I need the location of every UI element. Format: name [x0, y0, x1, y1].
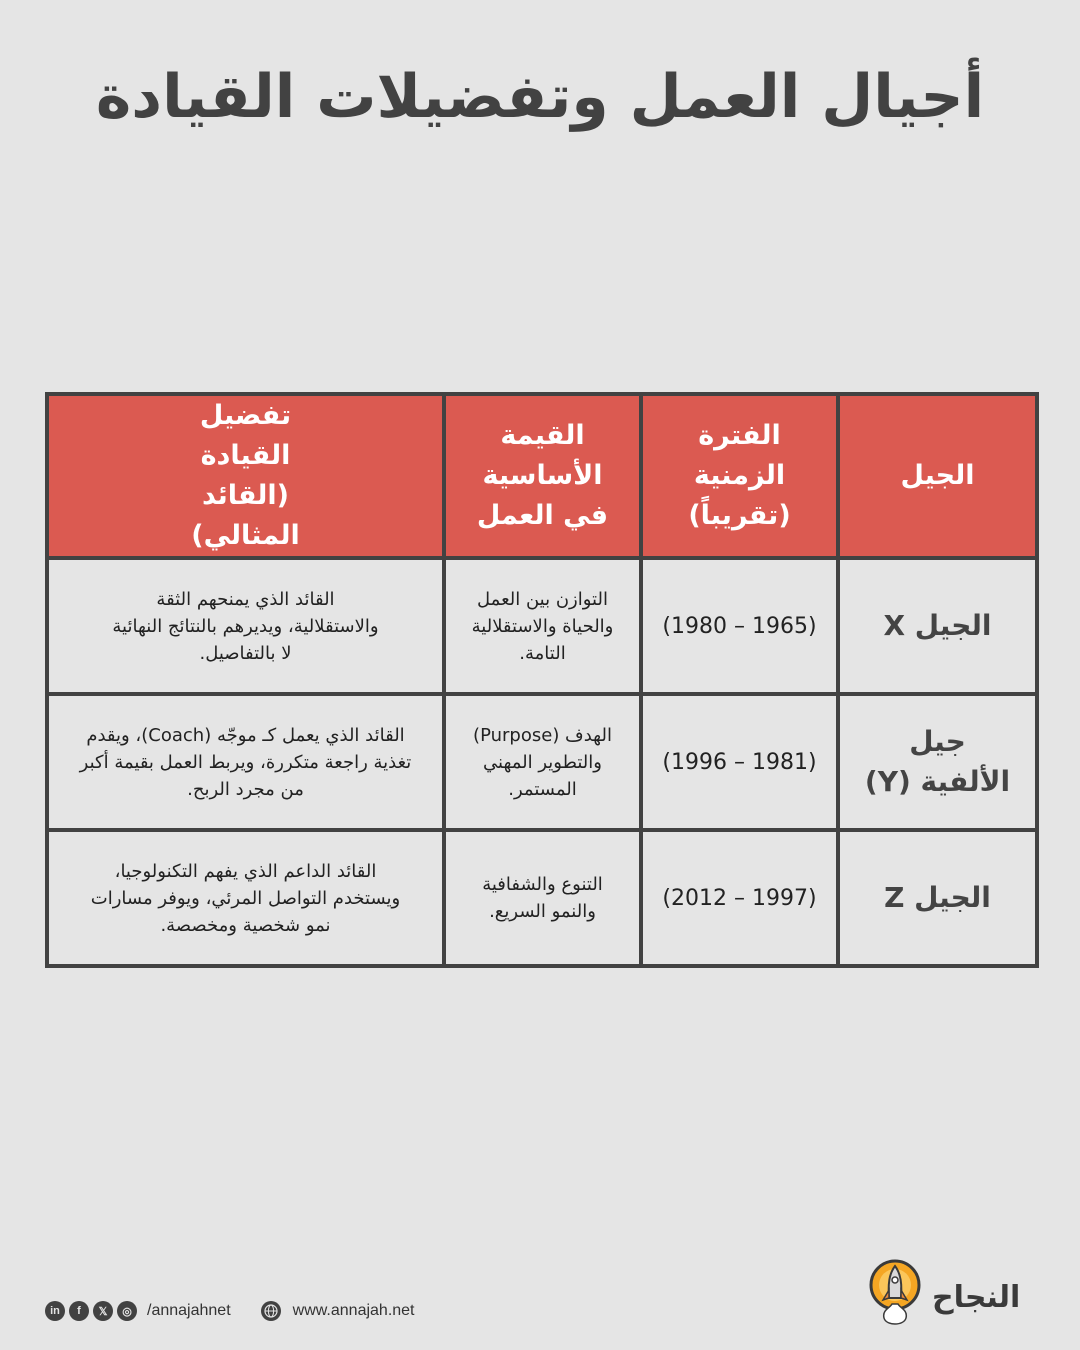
- period-cell: (1996 – 1981): [641, 694, 838, 830]
- value-cell: الهدف (Purpose) والتطوير المهني المستمر.: [444, 694, 641, 830]
- brand-logo: [868, 1258, 1020, 1336]
- generations-table: [45, 392, 1039, 968]
- header-generation: الجيل: [838, 394, 1037, 558]
- table-row: [47, 694, 1037, 830]
- preference-cell: القائد الذي يمنحهم الثقة والاستقلالية، ويديرهم بالنتائج النهائية لا بالتفاصيل.: [47, 558, 444, 694]
- linkedin-icon[interactable]: in: [45, 1301, 65, 1321]
- logo-text: النجاح: [932, 1279, 1021, 1315]
- website-link[interactable]: www.annajah.net: [292, 1302, 415, 1319]
- page-title: أجيال العمل وتفضيلات القيادة: [95, 62, 985, 132]
- rocket-icon: [868, 1258, 922, 1336]
- instagram-icon[interactable]: ◎: [117, 1301, 137, 1321]
- footer-social: [45, 1298, 415, 1324]
- table-row: [47, 558, 1037, 694]
- value-cell: التنوع والشفافية والنمو السريع.: [444, 830, 641, 966]
- generation-cell: جيل الألفية (Y): [838, 694, 1037, 830]
- table-row: [47, 830, 1037, 966]
- value-cell: التوازن بين العمل والحياة والاستقلالية التامة.: [444, 558, 641, 694]
- generation-cell: الجيل X: [838, 558, 1037, 694]
- x-icon[interactable]: 𝕏: [93, 1301, 113, 1321]
- header-value: القيمة الأساسية في العمل: [444, 394, 641, 558]
- header-period: الفترة الزمنية (تقريباً): [641, 394, 838, 558]
- preference-cell: القائد الذي يعمل كـ موجّه (Coach)، ويقدم تغذية راجعة متكررة، ويربط العمل بقيمة أكبر من مجرد الربح.: [47, 694, 444, 830]
- facebook-icon[interactable]: f: [69, 1301, 89, 1321]
- generation-cell: الجيل Z: [838, 830, 1037, 966]
- globe-icon: [261, 1301, 281, 1321]
- period-cell: (2012 – 1997): [641, 830, 838, 966]
- period-cell: (1980 – 1965): [641, 558, 838, 694]
- table-header-row: [47, 394, 1037, 558]
- social-handle[interactable]: /annajahnet: [147, 1302, 231, 1319]
- preference-cell: القائد الداعم الذي يفهم التكنولوجيا، ويستخدم التواصل المرئي، ويوفر مسارات نمو شخصية ومخصصة.: [47, 830, 444, 966]
- header-preference: تفضيل القيادة (القائد المثالي): [47, 394, 444, 558]
